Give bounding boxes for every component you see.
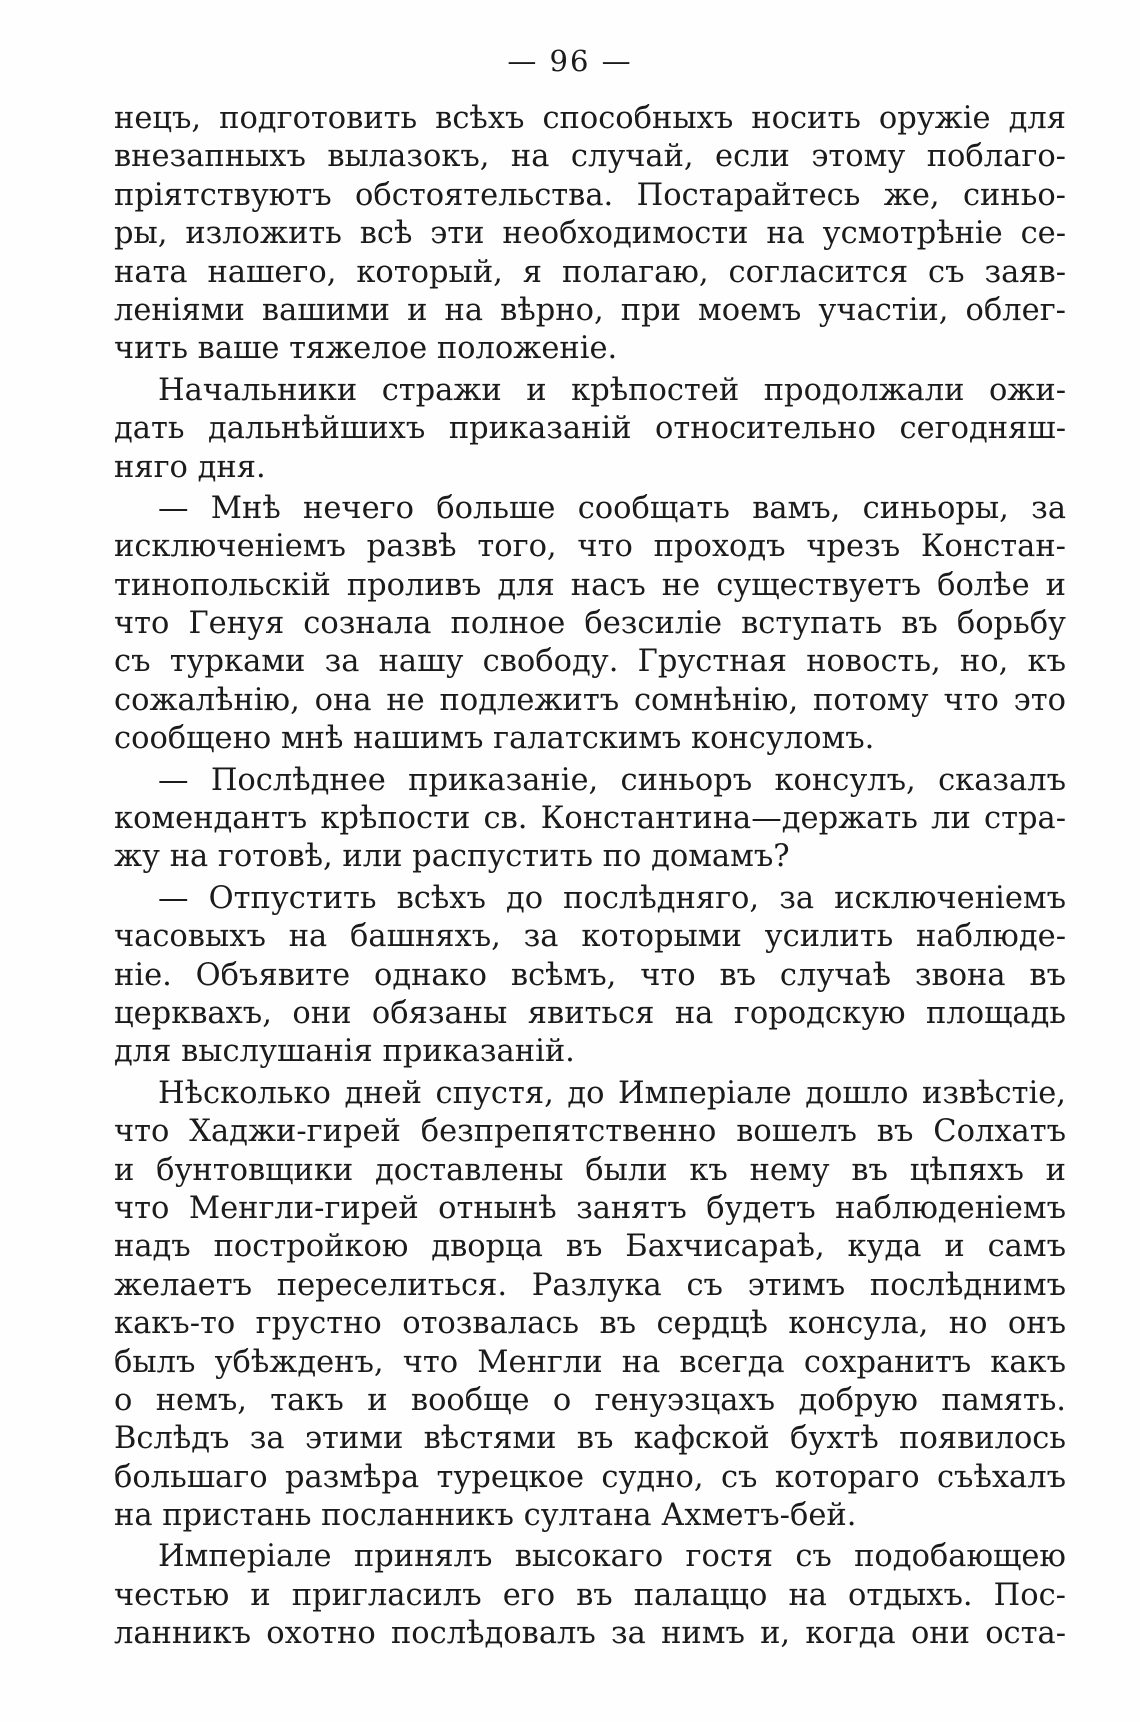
text-line: — Отпустить всѣхъ до послѣдняго, за исключеніемъ (158, 880, 1066, 916)
text-line: дать дальнѣйшихъ приказаній относительно сегодняш- (114, 411, 1066, 447)
text-line: сожалѣнію, она не подлежитъ сомнѣнію, потому что это (114, 682, 1066, 718)
text-line: Имперіале принялъ высокаго гостя съ подобающею (158, 1539, 1066, 1575)
text-line: для выслушанія приказаній. (114, 1034, 575, 1070)
text-line: исключеніемъ развѣ того, что проходъ чрезъ Констан- (114, 529, 1066, 565)
paragraph (114, 1075, 1066, 1536)
text-line: внезапныхъ вылазокъ, на случай, если этому поблаго- (114, 139, 1066, 175)
text-line: нецъ, подготовить всѣхъ способныхъ носить оружіе для (114, 101, 1066, 136)
text-line: что Менгли-гирей отнынѣ занятъ будетъ наблюденіемъ (114, 1190, 1066, 1226)
text-line: что Хаджи-гирей безпрепятственно вошелъ въ Солхатъ (114, 1114, 1066, 1150)
text-line: о немъ, такъ и вообще о генуэзцахъ добрую память. (114, 1382, 1066, 1418)
text-line: ната нашего, который, я полагаю, согласится съ заяв- (114, 254, 1066, 290)
body-text (114, 100, 1066, 1654)
text-line: желаетъ переселиться. Разлука съ этимъ послѣднимъ (114, 1267, 1066, 1303)
page-number: — 96 — (507, 44, 633, 78)
paragraph (114, 100, 1066, 369)
text-line: ніе. Объявите однако всѣмъ, что въ случаѣ звона въ (114, 957, 1066, 993)
text-line: чить ваше тяжелое положеніе. (114, 331, 618, 367)
text-line: — Послѣднее приказаніе, синьоръ консулъ, сказалъ (158, 762, 1066, 798)
text-line: на пристань посланникъ султана Ахметъ-бей. (114, 1498, 857, 1534)
text-line: — Мнѣ нечего больше сообщать вамъ, синьоры, за (158, 490, 1066, 526)
paragraph (114, 372, 1066, 487)
text-line: надъ постройкою дворца въ Бахчисараѣ, куда и самъ (114, 1229, 1066, 1265)
text-line: большаго размѣра турецкое судно, съ котораго съѣхалъ (114, 1459, 1066, 1495)
text-line: и бунтовщики доставлены были къ нему въ цѣпяхъ и (114, 1152, 1066, 1188)
text-line: тинопольскій проливъ для насъ не существуетъ болѣе и (114, 567, 1066, 603)
text-line: пріятствуютъ обстоятельства. Постарайтесь же, синьо- (114, 177, 1066, 213)
text-line: честью и пригласилъ его въ палаццо на отдыхъ. Пос- (114, 1577, 1066, 1613)
text-line: церквахъ, они обязаны явиться на городскую площадь (114, 995, 1066, 1031)
text-line: какъ-то грустно отозвалась въ сердцѣ консула, но онъ (114, 1306, 1066, 1342)
text-line: Нѣсколько дней спустя, до Имперіале дошло извѣстіе, (158, 1075, 1066, 1111)
paragraph (114, 490, 1066, 759)
text-line: былъ убѣжденъ, что Менгли на всегда сохранитъ какъ (114, 1344, 1066, 1380)
text-line: Вслѣдъ за этими вѣстями въ кафской бухтѣ появилось (114, 1421, 1066, 1457)
text-line: жу на готовѣ, или распустить по домамъ? (114, 839, 790, 875)
text-line: сообщено мнѣ нашимъ галатскимъ консуломъ. (114, 721, 875, 757)
paragraph (114, 1538, 1066, 1653)
text-line: съ турками за нашу свободу. Грустная новость, но, къ (114, 644, 1066, 680)
paragraph (114, 880, 1066, 1072)
text-line: ланникъ охотно послѣдовалъ за нимъ и, когда они оста- (114, 1616, 1066, 1652)
text-line: что Генуя сознала полное безсиліе вступать въ борьбу (114, 606, 1066, 642)
text-line: часовыхъ на башняхъ, за которыми усилить наблюде- (114, 919, 1066, 955)
text-line: леніями вашими и на вѣрно, при моемъ участіи, облег- (114, 292, 1066, 328)
paragraph (114, 762, 1066, 877)
text-line: Начальники стражи и крѣпостей продолжали ожи- (158, 372, 1066, 408)
text-line: няго дня. (114, 449, 266, 485)
text-line: ры, изложить всѣ эти необходимости на усмотрѣніе се- (114, 216, 1066, 252)
text-line: комендантъ крѣпости св. Константина—держать ли стра- (114, 801, 1066, 837)
